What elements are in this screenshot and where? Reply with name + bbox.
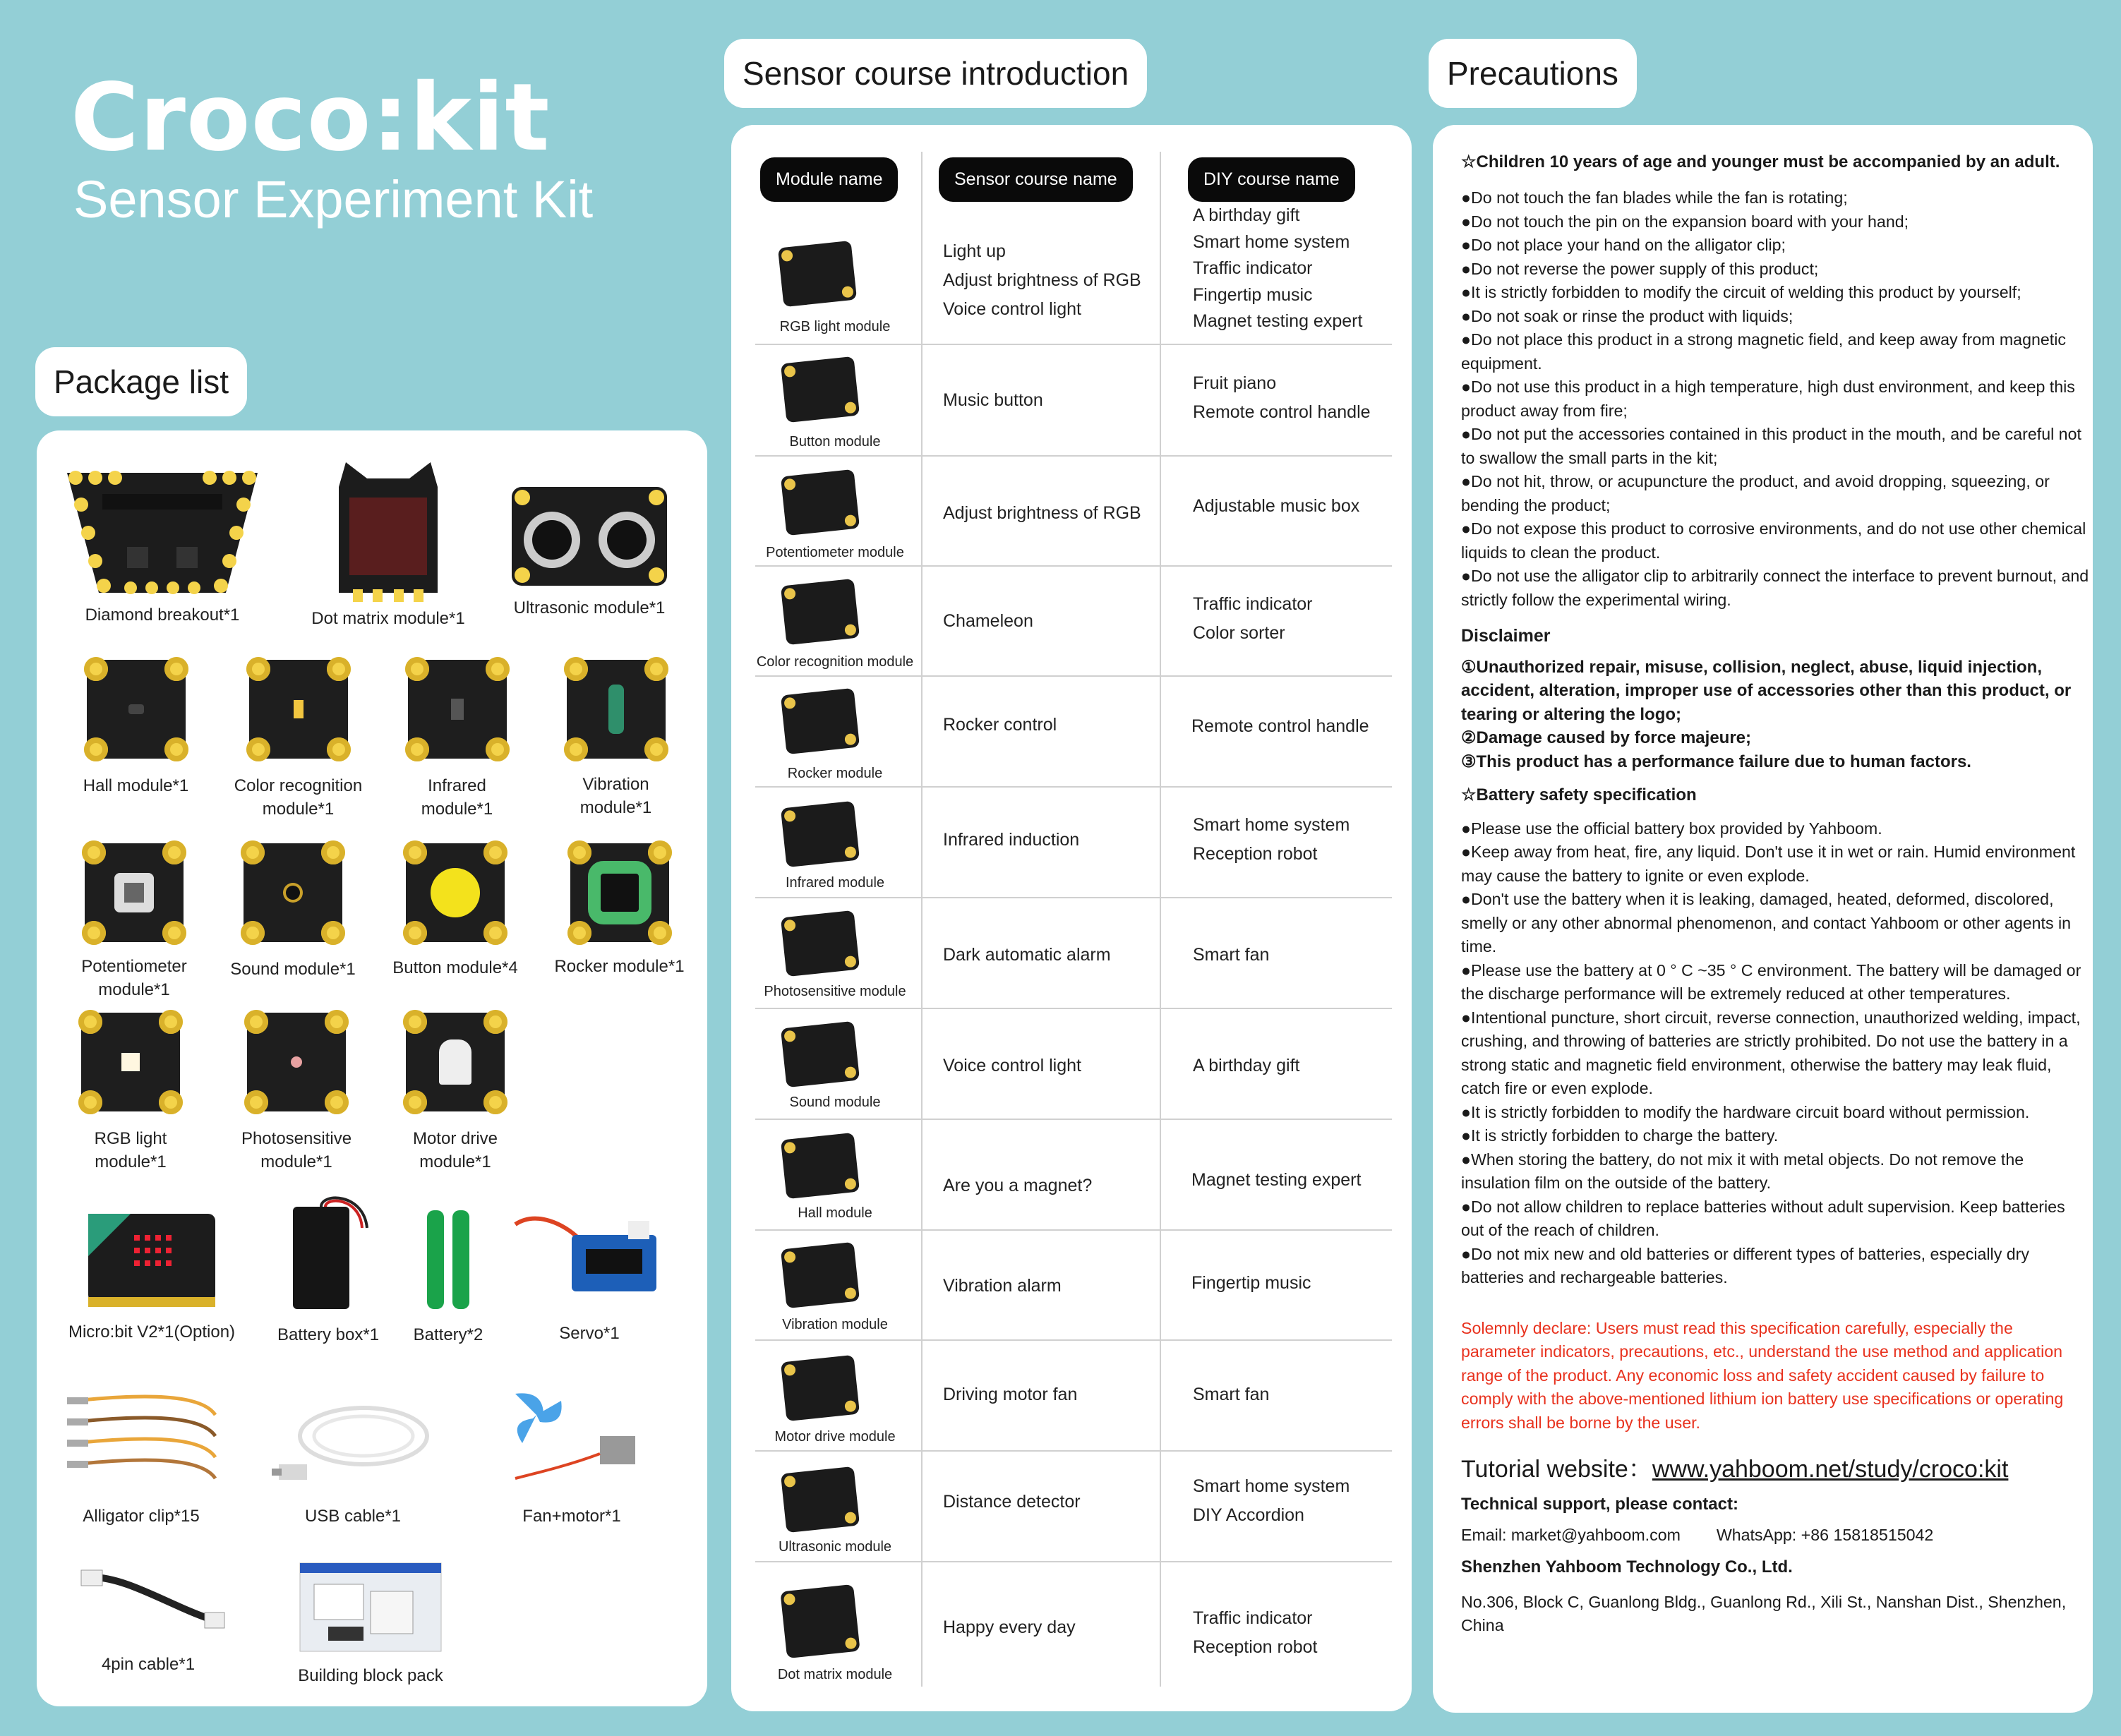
diamond-breakout-icon bbox=[60, 462, 265, 600]
row-divider bbox=[755, 1450, 1392, 1452]
table-module-name: Ultrasonic module bbox=[778, 1539, 892, 1555]
table-diy-course: Traffic indicator Reception robot bbox=[1193, 1608, 1318, 1657]
package-item-servo bbox=[508, 1203, 671, 1345]
table-module-name: Button module bbox=[789, 434, 881, 450]
battery-item: ●Do not mix new and old batteries or different types of batteries, especially dry batteries and rechargeable batteries. bbox=[1461, 1244, 2029, 1286]
table-module-name: Vibration module bbox=[782, 1317, 888, 1332]
sound-module-icon bbox=[781, 1021, 860, 1087]
package-item-rocker bbox=[547, 843, 692, 978]
column-divider bbox=[1160, 152, 1161, 1687]
battery-item: ●Keep away from heat, fire, any liquid. Don't use it in wet or rain. Humid environment may cause the battery to ignite or even explode. bbox=[1461, 843, 2076, 885]
precautions-heading: Precautions bbox=[1429, 39, 1637, 108]
precaution-item: ●Do not soak or rinse the product with liquids; bbox=[1461, 306, 1793, 325]
precaution-item: ●Do not use the alligator clip to arbitrarily connect the interface to prevent burnout, and strictly follow the experimental wiring. bbox=[1461, 567, 2089, 609]
package-item-vibration bbox=[551, 660, 681, 819]
table-diy-course: A birthday gift bbox=[1193, 1056, 1300, 1075]
package-item-rgb-light bbox=[67, 1013, 194, 1174]
table-sensor-course: Vibration alarm bbox=[943, 1276, 1062, 1296]
table-module-name: Hall module bbox=[798, 1205, 872, 1221]
brand-title: Croco:kit bbox=[71, 64, 551, 172]
infrared-module-icon bbox=[408, 660, 507, 759]
table-diy-course: Fruit piano Remote control handle bbox=[1193, 373, 1371, 422]
package-label: Button module*4 bbox=[392, 958, 518, 977]
support-title: Technical support, please contact: bbox=[1461, 1495, 1738, 1514]
rocker-module-icon bbox=[781, 688, 860, 754]
header-diy-course: DIY course name bbox=[1188, 157, 1355, 202]
table-module-name: Infrared module bbox=[785, 875, 885, 891]
table-diy-course: Smart home system Reception robot bbox=[1193, 815, 1350, 864]
battery-item: ●It is strictly forbidden to charge the battery. bbox=[1461, 1126, 1779, 1145]
row-divider bbox=[755, 565, 1392, 567]
row-divider bbox=[755, 344, 1392, 345]
package-label: Battery box*1 bbox=[277, 1325, 380, 1344]
motor-drive-icon bbox=[781, 1355, 860, 1421]
precaution-item: ●Do not expose this product to corrosive environments, and do not use other chemical liquids to clean the product. bbox=[1461, 519, 2086, 562]
color-recognition-icon bbox=[781, 579, 860, 645]
precaution-item: ●Do not put the accessories contained in this product in the mouth, and be careful not to swallow the small parts in the kit; bbox=[1461, 425, 2081, 467]
tutorial-label: Tutorial website： bbox=[1461, 1456, 1652, 1483]
header-sensor-course: Sensor course name bbox=[939, 157, 1133, 202]
row-divider bbox=[755, 1229, 1392, 1231]
table-diy-course: Smart fan bbox=[1193, 1385, 1270, 1404]
table-sensor-course: Rocker control bbox=[943, 715, 1057, 735]
precaution-item: ●Do not place this product in a strong magnetic field, and keep away from magnetic equipment. bbox=[1461, 330, 2066, 373]
package-label: Potentiometer module*1 bbox=[81, 957, 187, 999]
table-diy-course: Smart home system DIY Accordion bbox=[1193, 1476, 1350, 1525]
table-sensor-course: Infrared induction bbox=[943, 830, 1080, 850]
photosensitive-icon bbox=[247, 1013, 346, 1111]
support-email[interactable]: Email: market@yahboom.com bbox=[1461, 1525, 1681, 1544]
table-module-name: Rocker module bbox=[787, 766, 883, 781]
servo-icon bbox=[508, 1203, 671, 1313]
table-sensor-course: Are you a magnet? bbox=[943, 1176, 1093, 1195]
row-divider bbox=[755, 897, 1392, 898]
package-label: Hall module*1 bbox=[83, 776, 189, 795]
battery-item: ●Don't use the battery when it is leaking, damaged, heated, deformed, discolored, smelly or any other abnormal phenomenon, and contact Yahboom or other agents in time. bbox=[1461, 890, 2072, 956]
disclaimer-item: ①Unauthorized repair, misuse, collision, neglect, abuse, liquid injection, accident, alteration, improper use of accessories other than this product, or tearing or altering the logo; bbox=[1461, 657, 2072, 724]
package-item-photosensitive bbox=[226, 1013, 367, 1174]
precaution-item: ●Do not reverse the power supply of this product; bbox=[1461, 259, 1819, 278]
table-module-name: RGB light module bbox=[779, 319, 891, 334]
row-divider bbox=[755, 675, 1392, 677]
tutorial-link[interactable]: www.yahboom.net/study/croco:kit bbox=[1652, 1456, 2009, 1483]
package-item-infrared bbox=[392, 660, 522, 821]
disclaimer-list bbox=[1461, 656, 2089, 774]
table-diy-course: Adjustable music box bbox=[1193, 496, 1360, 516]
package-label: Sound module*1 bbox=[230, 960, 356, 979]
table-diy-course: Remote control handle bbox=[1191, 716, 1369, 736]
battery-item: ●Intentional puncture, short circuit, reverse connection, unauthorized welding, impact, crushing, and throwing of batteries are strictly prohibited. Do not use the battery in a strong static and magnetic field environment, otherwise the battery may leak fluid, catch fire or even explode. bbox=[1461, 1008, 2081, 1097]
ultrasonic-icon bbox=[781, 1466, 860, 1533]
motor-drive-icon bbox=[406, 1013, 505, 1111]
package-item-alligator-clip bbox=[60, 1387, 222, 1528]
table-sensor-course: Distance detector bbox=[943, 1492, 1081, 1512]
ultrasonic-icon bbox=[508, 480, 671, 593]
package-item-color-recognition bbox=[226, 660, 371, 821]
rocker-module-icon bbox=[570, 843, 669, 942]
precaution-item: ●Do not hit, throw, or acupuncture the product, and avoid dropping, squeezing, or bending the product; bbox=[1461, 472, 2050, 514]
fan-motor-icon bbox=[494, 1387, 649, 1493]
rgb-light-icon bbox=[81, 1013, 180, 1111]
photosensitive-icon bbox=[781, 910, 860, 977]
infrared-module-icon bbox=[781, 801, 860, 867]
disclaimer-item: ②Damage caused by force majeure; bbox=[1461, 728, 1752, 747]
precautions-list bbox=[1461, 186, 2089, 612]
package-label: Building block pack bbox=[298, 1666, 443, 1685]
row-divider bbox=[755, 455, 1392, 457]
battery-item: ●Please use the official battery box provided by Yahboom. bbox=[1461, 819, 1882, 838]
package-item-building-block-pack bbox=[282, 1556, 459, 1687]
package-label: Micro:bit V2*1(Option) bbox=[68, 1322, 236, 1342]
tutorial-line bbox=[1461, 1453, 2089, 1485]
table-module-name: Potentiometer module bbox=[766, 545, 904, 560]
package-label: Servo*1 bbox=[559, 1324, 620, 1343]
table-sensor-course: Light up Adjust brightness of RGB Voice control light bbox=[943, 241, 1141, 319]
row-divider bbox=[755, 1008, 1392, 1009]
package-label: Alligator clip*15 bbox=[83, 1507, 200, 1526]
table-sensor-course: Happy every day bbox=[943, 1617, 1076, 1637]
sound-module-icon bbox=[244, 843, 342, 942]
package-list-heading: Package list bbox=[35, 347, 247, 416]
4pin-cable-icon bbox=[71, 1563, 226, 1641]
table-diy-course: Traffic indicator Color sorter bbox=[1193, 594, 1313, 643]
package-item-potentiometer bbox=[67, 843, 201, 1001]
contact-line bbox=[1461, 1524, 2089, 1548]
precaution-item: ●Do not touch the pin on the expansion board with your hand; bbox=[1461, 212, 1909, 231]
package-item-button bbox=[388, 843, 522, 979]
table-diy-course: Fingertip music bbox=[1191, 1273, 1311, 1293]
table-module-name: Photosensitive module bbox=[764, 984, 906, 999]
table-sensor-course: Dark automatic alarm bbox=[943, 945, 1111, 965]
package-label: Dot matrix module*1 bbox=[311, 609, 465, 628]
table-sensor-course: Voice control light bbox=[943, 1056, 1081, 1075]
package-label: Motor drive module*1 bbox=[412, 1129, 498, 1171]
microbit-icon bbox=[81, 1207, 222, 1313]
package-label: Battery*2 bbox=[413, 1325, 483, 1344]
table-module-name: Color recognition module bbox=[756, 654, 914, 670]
dot-matrix-icon bbox=[332, 459, 445, 603]
package-item-battery-box bbox=[265, 1193, 392, 1346]
column-divider bbox=[921, 152, 923, 1687]
package-label: Rocker module*1 bbox=[554, 957, 685, 976]
hall-module-icon bbox=[781, 1133, 860, 1199]
table-sensor-course: Music button bbox=[943, 390, 1043, 410]
table-diy-course: Magnet testing expert bbox=[1191, 1170, 1362, 1190]
package-item-sound bbox=[226, 843, 360, 981]
precaution-item: ●Do not place your hand on the alligator clip; bbox=[1461, 236, 1786, 254]
row-divider bbox=[755, 1561, 1392, 1562]
brand-subtitle: Sensor Experiment Kit bbox=[73, 170, 594, 229]
sensor-course-heading: Sensor course introduction bbox=[724, 39, 1147, 108]
table-module-name: Sound module bbox=[789, 1095, 881, 1110]
button-module-icon bbox=[406, 843, 505, 942]
package-item-4pin-cable bbox=[67, 1563, 229, 1676]
potentiometer-icon bbox=[85, 843, 184, 942]
table-module-name: Dot matrix module bbox=[777, 1667, 893, 1682]
building-block-icon bbox=[293, 1556, 448, 1655]
row-divider bbox=[755, 786, 1392, 788]
company-address: No.306, Block C, Guanlong Bldg., Guanlong Rd., Xili St., Nanshan Dist., Shenzhen, China bbox=[1461, 1592, 2067, 1634]
table-module-name: Motor drive module bbox=[774, 1429, 896, 1445]
battery-icon bbox=[413, 1203, 483, 1313]
package-label: USB cable*1 bbox=[304, 1507, 402, 1526]
row-divider bbox=[755, 1119, 1392, 1120]
package-item-microbit bbox=[60, 1207, 244, 1344]
package-item-dot-matrix bbox=[296, 459, 480, 630]
package-label: Ultrasonic module*1 bbox=[513, 598, 666, 617]
potentiometer-icon bbox=[781, 469, 860, 536]
header-module-name: Module name bbox=[760, 157, 898, 202]
table-sensor-course: Chameleon bbox=[943, 611, 1033, 631]
support-whatsapp[interactable]: WhatsApp: +86 15818515042 bbox=[1716, 1525, 1934, 1544]
usb-cable-icon bbox=[272, 1394, 434, 1493]
precautions-intro: ☆Children 10 years of age and younger must be accompanied by an adult. bbox=[1461, 152, 2060, 171]
hall-module-icon bbox=[87, 660, 186, 759]
table-sensor-course: Adjust brightness of RGB bbox=[943, 503, 1141, 523]
color-recognition-icon bbox=[249, 660, 348, 759]
precautions-content bbox=[1461, 148, 2089, 1638]
battery-item: ●It is strictly forbidden to modify the hardware circuit board without permission. bbox=[1461, 1102, 2030, 1121]
package-label: Infrared module*1 bbox=[421, 776, 493, 819]
disclaimer-title: Disclaimer bbox=[1461, 626, 1551, 646]
disclaimer-item: ③This product has a performance failure due to human factors. bbox=[1461, 752, 1971, 771]
package-item-ultrasonic bbox=[498, 480, 681, 620]
package-label: Diamond breakout*1 bbox=[85, 605, 240, 625]
battery-item: ●When storing the battery, do not mix it with metal objects. Do not remove the insulation film on the outside of the battery. bbox=[1461, 1150, 2024, 1192]
battery-box-icon bbox=[279, 1193, 378, 1313]
package-item-usb-cable bbox=[272, 1394, 434, 1528]
package-item-motor-drive bbox=[388, 1013, 522, 1174]
battery-item: ●Do not allow children to replace batteries without adult supervision. Keep batteries out of the reach of children. bbox=[1461, 1197, 2065, 1239]
battery-item: ●Please use the battery at 0 ° C ~35 ° C environment. The battery will be damaged or the discharge performance will be extremely reduced at other temperatures. bbox=[1461, 960, 2081, 1003]
company-name: Shenzhen Yahboom Technology Co., Ltd. bbox=[1461, 1557, 1793, 1577]
precaution-item: ●Do not touch the fan blades while the fan is rotating; bbox=[1461, 188, 1848, 207]
vibration-module-icon bbox=[781, 1242, 860, 1308]
package-label: Color recognition module*1 bbox=[234, 776, 363, 819]
precaution-item: ●Do not use this product in a high temperature, high dust environment, and keep this product away from fire; bbox=[1461, 378, 2075, 420]
package-item-diamond-breakout bbox=[56, 462, 268, 627]
table-diy-course: Smart fan bbox=[1193, 945, 1270, 965]
package-label: Photosensitive module*1 bbox=[241, 1129, 352, 1171]
dot-matrix-icon bbox=[780, 1584, 860, 1658]
battery-title: ☆Battery safety specification bbox=[1461, 785, 1697, 804]
package-item-hall bbox=[71, 660, 201, 797]
package-label: Fan+motor*1 bbox=[522, 1507, 621, 1526]
package-label: 4pin cable*1 bbox=[101, 1655, 196, 1674]
battery-list bbox=[1461, 817, 2089, 1290]
package-label: RGB light module*1 bbox=[94, 1129, 167, 1171]
solemn-declaration: Solemnly declare: Users must read this specification carefully, especially the parameter indicators, precautions, etc., understand the use method and application range of the product. Any economic loss and safety accident caused by failure to comply with the above-mentioned lithium ion battery use specifications or operating errors shall be borne by the user. bbox=[1461, 1318, 2064, 1432]
table-sensor-course: Driving motor fan bbox=[943, 1385, 1078, 1404]
precaution-item: ●It is strictly forbidden to modify the circuit of welding this product by yourself; bbox=[1461, 283, 2021, 301]
vibration-module-icon bbox=[567, 660, 666, 759]
package-item-battery bbox=[402, 1203, 494, 1346]
package-label: Vibration module*1 bbox=[579, 775, 652, 817]
alligator-clip-icon bbox=[60, 1387, 222, 1493]
rgb-light-icon bbox=[778, 241, 857, 307]
table-diy-course: A birthday gift Smart home system Traffic indicator Fingertip music Magnet testing expert bbox=[1193, 205, 1363, 331]
package-item-fan-motor bbox=[483, 1387, 660, 1528]
row-divider bbox=[755, 1339, 1392, 1341]
button-module-icon bbox=[781, 356, 860, 423]
